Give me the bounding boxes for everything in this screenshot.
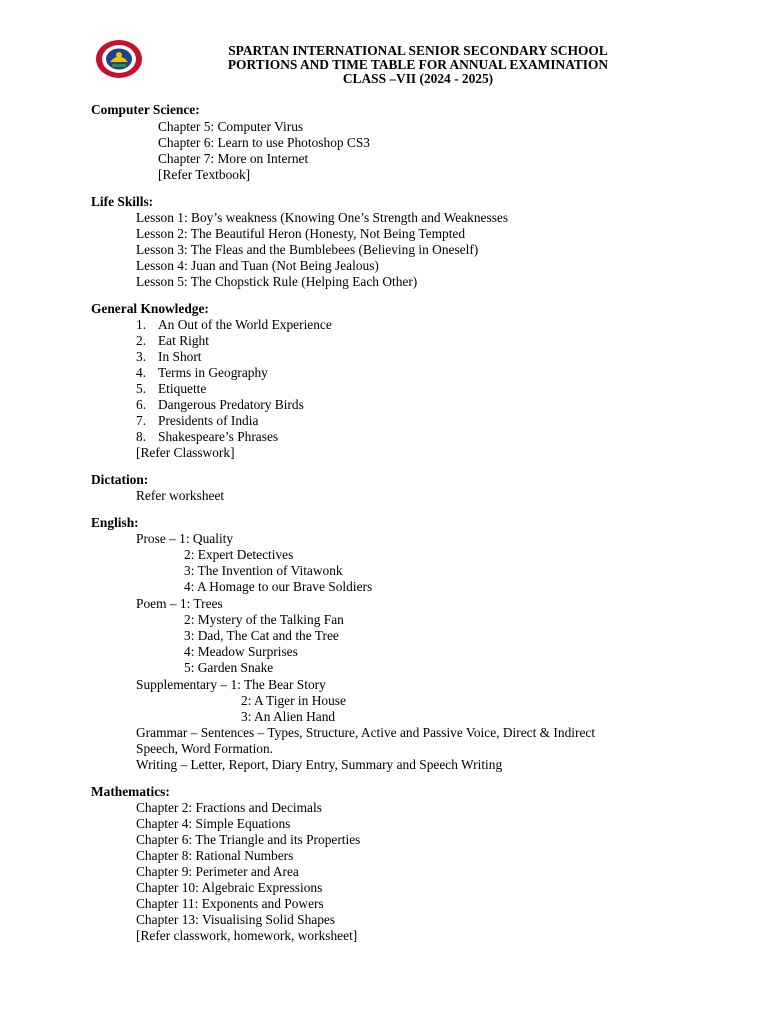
section-heading-mathematics: Mathematics: — [91, 784, 170, 799]
school-name: SPARTAN INTERNATIONAL SENIOR SECONDARY SCHOOL — [228, 43, 608, 58]
english-grammar-continued: Speech, Word Formation. — [136, 741, 274, 756]
english-poem-item: 4: Meadow Surprises — [184, 644, 298, 659]
gk-item-number: 2. — [136, 333, 147, 348]
life-skills-item: Lesson 5: The Chopstick Rule (Helping Each Other) — [136, 274, 418, 289]
english-supplementary-item: 3: An Alien Hand — [241, 709, 336, 724]
math-item: Chapter 2: Fractions and Decimals — [136, 800, 322, 815]
math-item: Chapter 13: Visualising Solid Shapes — [136, 912, 336, 927]
cs-item: Chapter 7: More on Internet — [158, 151, 309, 166]
document-title: PORTIONS AND TIME TABLE FOR ANNUAL EXAMINATION — [227, 57, 609, 72]
english-supplementary-item: Supplementary – 1: The Bear Story — [136, 677, 326, 692]
math-item: Chapter 10: Algebraic Expressions — [136, 880, 323, 895]
english-grammar: Grammar – Sentences – Types, Structure, Active and Passive Voice, Direct & Indirect — [136, 725, 596, 740]
gk-item-number: 1. — [136, 317, 147, 332]
gk-item-number: 3. — [136, 349, 147, 364]
math-item: Chapter 8: Rational Numbers — [136, 848, 294, 863]
section-heading-computer-science: Computer Science: — [91, 102, 200, 117]
math-item: Chapter 4: Simple Equations — [136, 816, 291, 831]
english-poem-item: 2: Mystery of the Talking Fan — [184, 612, 344, 627]
gk-item-number: 5. — [136, 381, 147, 396]
school-logo — [95, 39, 143, 79]
gk-item-number: 7. — [136, 413, 147, 428]
english-supplementary-item: 2: A Tiger in House — [241, 693, 346, 708]
gk-item: Shakespeare’s Phrases — [158, 429, 279, 444]
math-note: [Refer classwork, homework, worksheet] — [136, 928, 358, 943]
gk-item: Dangerous Predatory Birds — [158, 397, 304, 412]
english-poem-item: 5: Garden Snake — [184, 660, 274, 675]
dictation-text: Refer worksheet — [136, 488, 225, 503]
english-prose-item: 2: Expert Detectives — [184, 547, 294, 562]
gk-item-number: 8. — [136, 429, 147, 444]
gk-item: Presidents of India — [158, 413, 259, 428]
section-heading-dictation: Dictation: — [91, 472, 149, 487]
gk-item-number: 6. — [136, 397, 147, 412]
english-writing: Writing – Letter, Report, Diary Entry, Summary and Speech Writing — [136, 757, 503, 772]
section-heading-general-knowledge: General Knowledge: — [91, 301, 209, 316]
gk-item: An Out of the World Experience — [158, 317, 332, 332]
math-item: Chapter 6: The Triangle and its Properties — [136, 832, 361, 847]
cs-item: Chapter 6: Learn to use Photoshop CS3 — [158, 135, 371, 150]
gk-item: Etiquette — [158, 381, 207, 396]
gk-item-number: 4. — [136, 365, 147, 380]
life-skills-item: Lesson 4: Juan and Tuan (Not Being Jealous) — [136, 258, 379, 273]
class-label: CLASS –VII (2024 - 2025) — [342, 71, 494, 86]
english-poem-item: Poem – 1: Trees — [136, 596, 223, 611]
cs-item: Chapter 5: Computer Virus — [158, 119, 304, 134]
math-item: Chapter 11: Exponents and Powers — [136, 896, 324, 911]
section-heading-english: English: — [91, 515, 139, 530]
cs-note: [Refer Textbook] — [158, 167, 251, 182]
life-skills-item: Lesson 3: The Fleas and the Bumblebees (Believing in Oneself) — [136, 242, 479, 257]
gk-item: Terms in Geography — [158, 365, 268, 380]
gk-note: [Refer Classwork] — [136, 445, 235, 460]
section-heading-life-skills: Life Skills: — [91, 194, 154, 209]
math-item: Chapter 9: Perimeter and Area — [136, 864, 299, 879]
english-prose-item: Prose – 1: Quality — [136, 531, 234, 546]
english-poem-item: 3: Dad, The Cat and the Tree — [184, 628, 339, 643]
english-prose-item: 4: A Homage to our Brave Soldiers — [184, 579, 373, 594]
gk-item: In Short — [158, 349, 202, 364]
document-header — [150, 44, 686, 86]
english-prose-item: 3: The Invention of Vitawonk — [184, 563, 343, 578]
life-skills-item: Lesson 2: The Beautiful Heron (Honesty, Not Being Tempted — [136, 226, 466, 241]
life-skills-item: Lesson 1: Boy’s weakness (Knowing One’s Strength and Weaknesses — [136, 210, 509, 225]
gk-item: Eat Right — [158, 333, 209, 348]
